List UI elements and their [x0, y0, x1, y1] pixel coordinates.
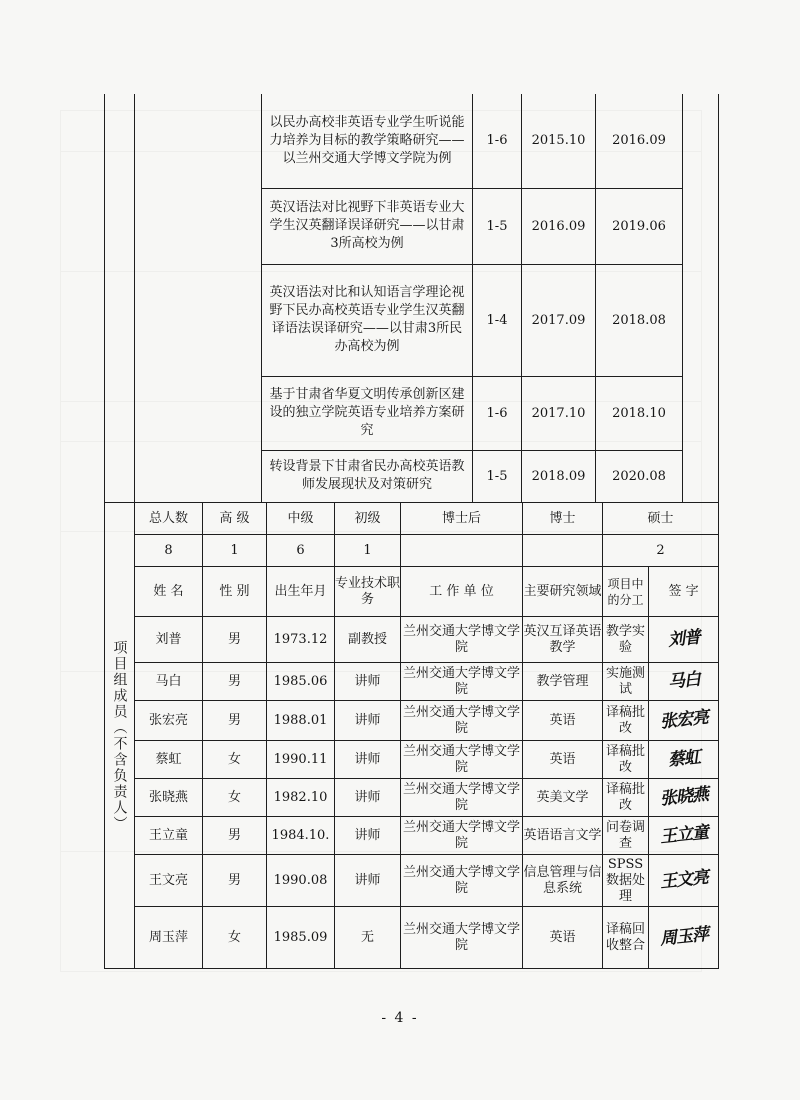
member-birth: 1990.08 — [267, 855, 335, 907]
member-field: 英语 — [523, 701, 603, 741]
table-row — [105, 376, 719, 450]
project-end: 2020.08 — [596, 450, 683, 502]
member-name: 王文亮 — [135, 855, 203, 907]
summary-value: 1 — [203, 535, 267, 567]
member-title: 讲师 — [335, 855, 401, 907]
signature: 王立童 — [658, 822, 709, 847]
member-title: 讲师 — [335, 817, 401, 855]
member-birth: 1990.11 — [267, 741, 335, 779]
member-unit: 兰州交通大学博文学院 — [401, 617, 523, 663]
project-rank: 1-5 — [473, 188, 522, 264]
project-members-table — [104, 502, 719, 969]
signature: 张晓燕 — [658, 784, 709, 809]
section-label: 项目组成员（不含负责人） — [111, 639, 128, 832]
member-task: 问卷调查 — [603, 817, 649, 855]
member-title: 讲师 — [335, 741, 401, 779]
table-row — [105, 264, 719, 376]
member-task: 教学实验 — [603, 617, 649, 663]
project-end: 2019.06 — [596, 188, 683, 264]
member-birth: 1984.10. — [267, 817, 335, 855]
project-title: 转设背景下甘肃省民办高校英语教师发展现状及对策研究 — [262, 450, 473, 502]
member-unit: 兰州交通大学博文学院 — [401, 701, 523, 741]
member-gender: 男 — [203, 855, 267, 907]
table-row — [105, 450, 719, 502]
member-signature — [649, 701, 719, 741]
member-field: 英语 — [523, 741, 603, 779]
member-task: 译稿批改 — [603, 701, 649, 741]
summary-value: 2 — [603, 535, 719, 567]
member-birth: 1973.12 — [267, 617, 335, 663]
member-title: 无 — [335, 907, 401, 969]
member-unit: 兰州交通大学博文学院 — [401, 817, 523, 855]
summary-value — [523, 535, 603, 567]
member-field: 英汉互译英语教学 — [523, 617, 603, 663]
member-title: 讲师 — [335, 701, 401, 741]
table-row — [105, 855, 719, 907]
project-start: 2017.10 — [522, 376, 596, 450]
table-row — [105, 779, 719, 817]
signature: 马白 — [666, 668, 701, 693]
header-field: 主要研究领域 — [523, 567, 603, 617]
member-field: 教学管理 — [523, 663, 603, 701]
signature: 刘普 — [666, 626, 701, 651]
header-birth: 出生年月 — [267, 567, 335, 617]
member-signature — [649, 663, 719, 701]
member-signature — [649, 741, 719, 779]
member-field: 信息管理与信息系统 — [523, 855, 603, 907]
member-task: 译稿批改 — [603, 779, 649, 817]
summary-value: 8 — [135, 535, 203, 567]
member-signature — [649, 779, 719, 817]
member-task: 实施测试 — [603, 663, 649, 701]
member-name: 刘普 — [135, 617, 203, 663]
member-gender: 男 — [203, 817, 267, 855]
member-task: SPSS数据处理 — [603, 855, 649, 907]
member-task: 译稿批改 — [603, 741, 649, 779]
project-title: 基于甘肃省华夏文明传承创新区建设的独立学院英语专业培养方案研究 — [262, 376, 473, 450]
member-gender: 男 — [203, 617, 267, 663]
table-row — [105, 741, 719, 779]
member-field: 英美文学 — [523, 779, 603, 817]
member-gender: 女 — [203, 741, 267, 779]
header-unit: 工 作 单 位 — [401, 567, 523, 617]
member-signature — [649, 855, 719, 907]
summary-value — [401, 535, 523, 567]
table-row — [105, 817, 719, 855]
member-gender: 女 — [203, 907, 267, 969]
member-title: 副教授 — [335, 617, 401, 663]
project-title: 英汉语法对比视野下非英语专业大学生汉英翻译误译研究——以甘肃3所高校为例 — [262, 188, 473, 264]
summary-value-row — [105, 535, 719, 567]
table-row — [105, 663, 719, 701]
signature: 张宏亮 — [658, 707, 709, 732]
project-rank: 1-6 — [473, 376, 522, 450]
member-title: 讲师 — [335, 663, 401, 701]
table-row — [105, 188, 719, 264]
member-unit: 兰州交通大学博文学院 — [401, 855, 523, 907]
project-rank: 1-4 — [473, 264, 522, 376]
project-title: 以民办高校非英语专业学生听说能力培养为目标的教学策略研究——以兰州交通大学博文学院为例 — [262, 94, 473, 188]
member-signature — [649, 907, 719, 969]
header-sign: 签 字 — [649, 567, 719, 617]
summary-header: 初级 — [335, 503, 401, 535]
member-title: 讲师 — [335, 779, 401, 817]
project-end: 2018.10 — [596, 376, 683, 450]
member-name: 张晓燕 — [135, 779, 203, 817]
member-unit: 兰州交通大学博文学院 — [401, 779, 523, 817]
member-gender: 男 — [203, 663, 267, 701]
member-task: 译稿回收整合 — [603, 907, 649, 969]
member-field: 英语 — [523, 907, 603, 969]
member-signature — [649, 617, 719, 663]
member-signature — [649, 817, 719, 855]
table-row — [105, 617, 719, 663]
member-name: 蔡虹 — [135, 741, 203, 779]
project-start: 2016.09 — [522, 188, 596, 264]
member-birth: 1988.01 — [267, 701, 335, 741]
signature: 蔡虹 — [666, 746, 701, 771]
member-unit: 兰州交通大学博文学院 — [401, 741, 523, 779]
member-unit: 兰州交通大学博文学院 — [401, 663, 523, 701]
table-row — [105, 94, 719, 188]
section-label-cell — [105, 503, 135, 969]
summary-header: 中级 — [267, 503, 335, 535]
project-rank: 1-5 — [473, 450, 522, 502]
page-number: - 4 - — [381, 1010, 419, 1026]
member-name: 马白 — [135, 663, 203, 701]
summary-header-row — [105, 503, 719, 535]
project-history-table — [104, 94, 719, 503]
table-row — [105, 907, 719, 969]
summary-value: 1 — [335, 535, 401, 567]
member-gender: 男 — [203, 701, 267, 741]
header-task: 项目中的分工 — [603, 567, 649, 617]
summary-header: 博士 — [523, 503, 603, 535]
project-title: 英汉语法对比和认知语言学理论视野下民办高校英语专业学生汉英翻译语法误译研究——以甘肃3所民办高校为例 — [262, 264, 473, 376]
member-name: 周玉萍 — [135, 907, 203, 969]
project-start: 2018.09 — [522, 450, 596, 502]
header-gender: 性 别 — [203, 567, 267, 617]
member-gender: 女 — [203, 779, 267, 817]
header-title: 专业技术职务 — [335, 567, 401, 617]
project-start: 2017.09 — [522, 264, 596, 376]
member-birth: 1985.09 — [267, 907, 335, 969]
summary-value: 6 — [267, 535, 335, 567]
member-unit: 兰州交通大学博文学院 — [401, 907, 523, 969]
project-start: 2015.10 — [522, 94, 596, 188]
member-name: 王立童 — [135, 817, 203, 855]
member-birth: 1982.10 — [267, 779, 335, 817]
member-field: 英语语言文学 — [523, 817, 603, 855]
signature: 王文亮 — [658, 867, 709, 892]
project-end: 2018.08 — [596, 264, 683, 376]
summary-header: 总人数 — [135, 503, 203, 535]
header-name: 姓 名 — [135, 567, 203, 617]
table-row — [105, 701, 719, 741]
summary-header: 博士后 — [401, 503, 523, 535]
member-birth: 1985.06 — [267, 663, 335, 701]
signature: 周玉萍 — [658, 924, 709, 949]
summary-header: 高 级 — [203, 503, 267, 535]
project-end: 2016.09 — [596, 94, 683, 188]
member-name: 张宏亮 — [135, 701, 203, 741]
project-rank: 1-6 — [473, 94, 522, 188]
member-header-row — [105, 567, 719, 617]
summary-header: 硕士 — [603, 503, 719, 535]
